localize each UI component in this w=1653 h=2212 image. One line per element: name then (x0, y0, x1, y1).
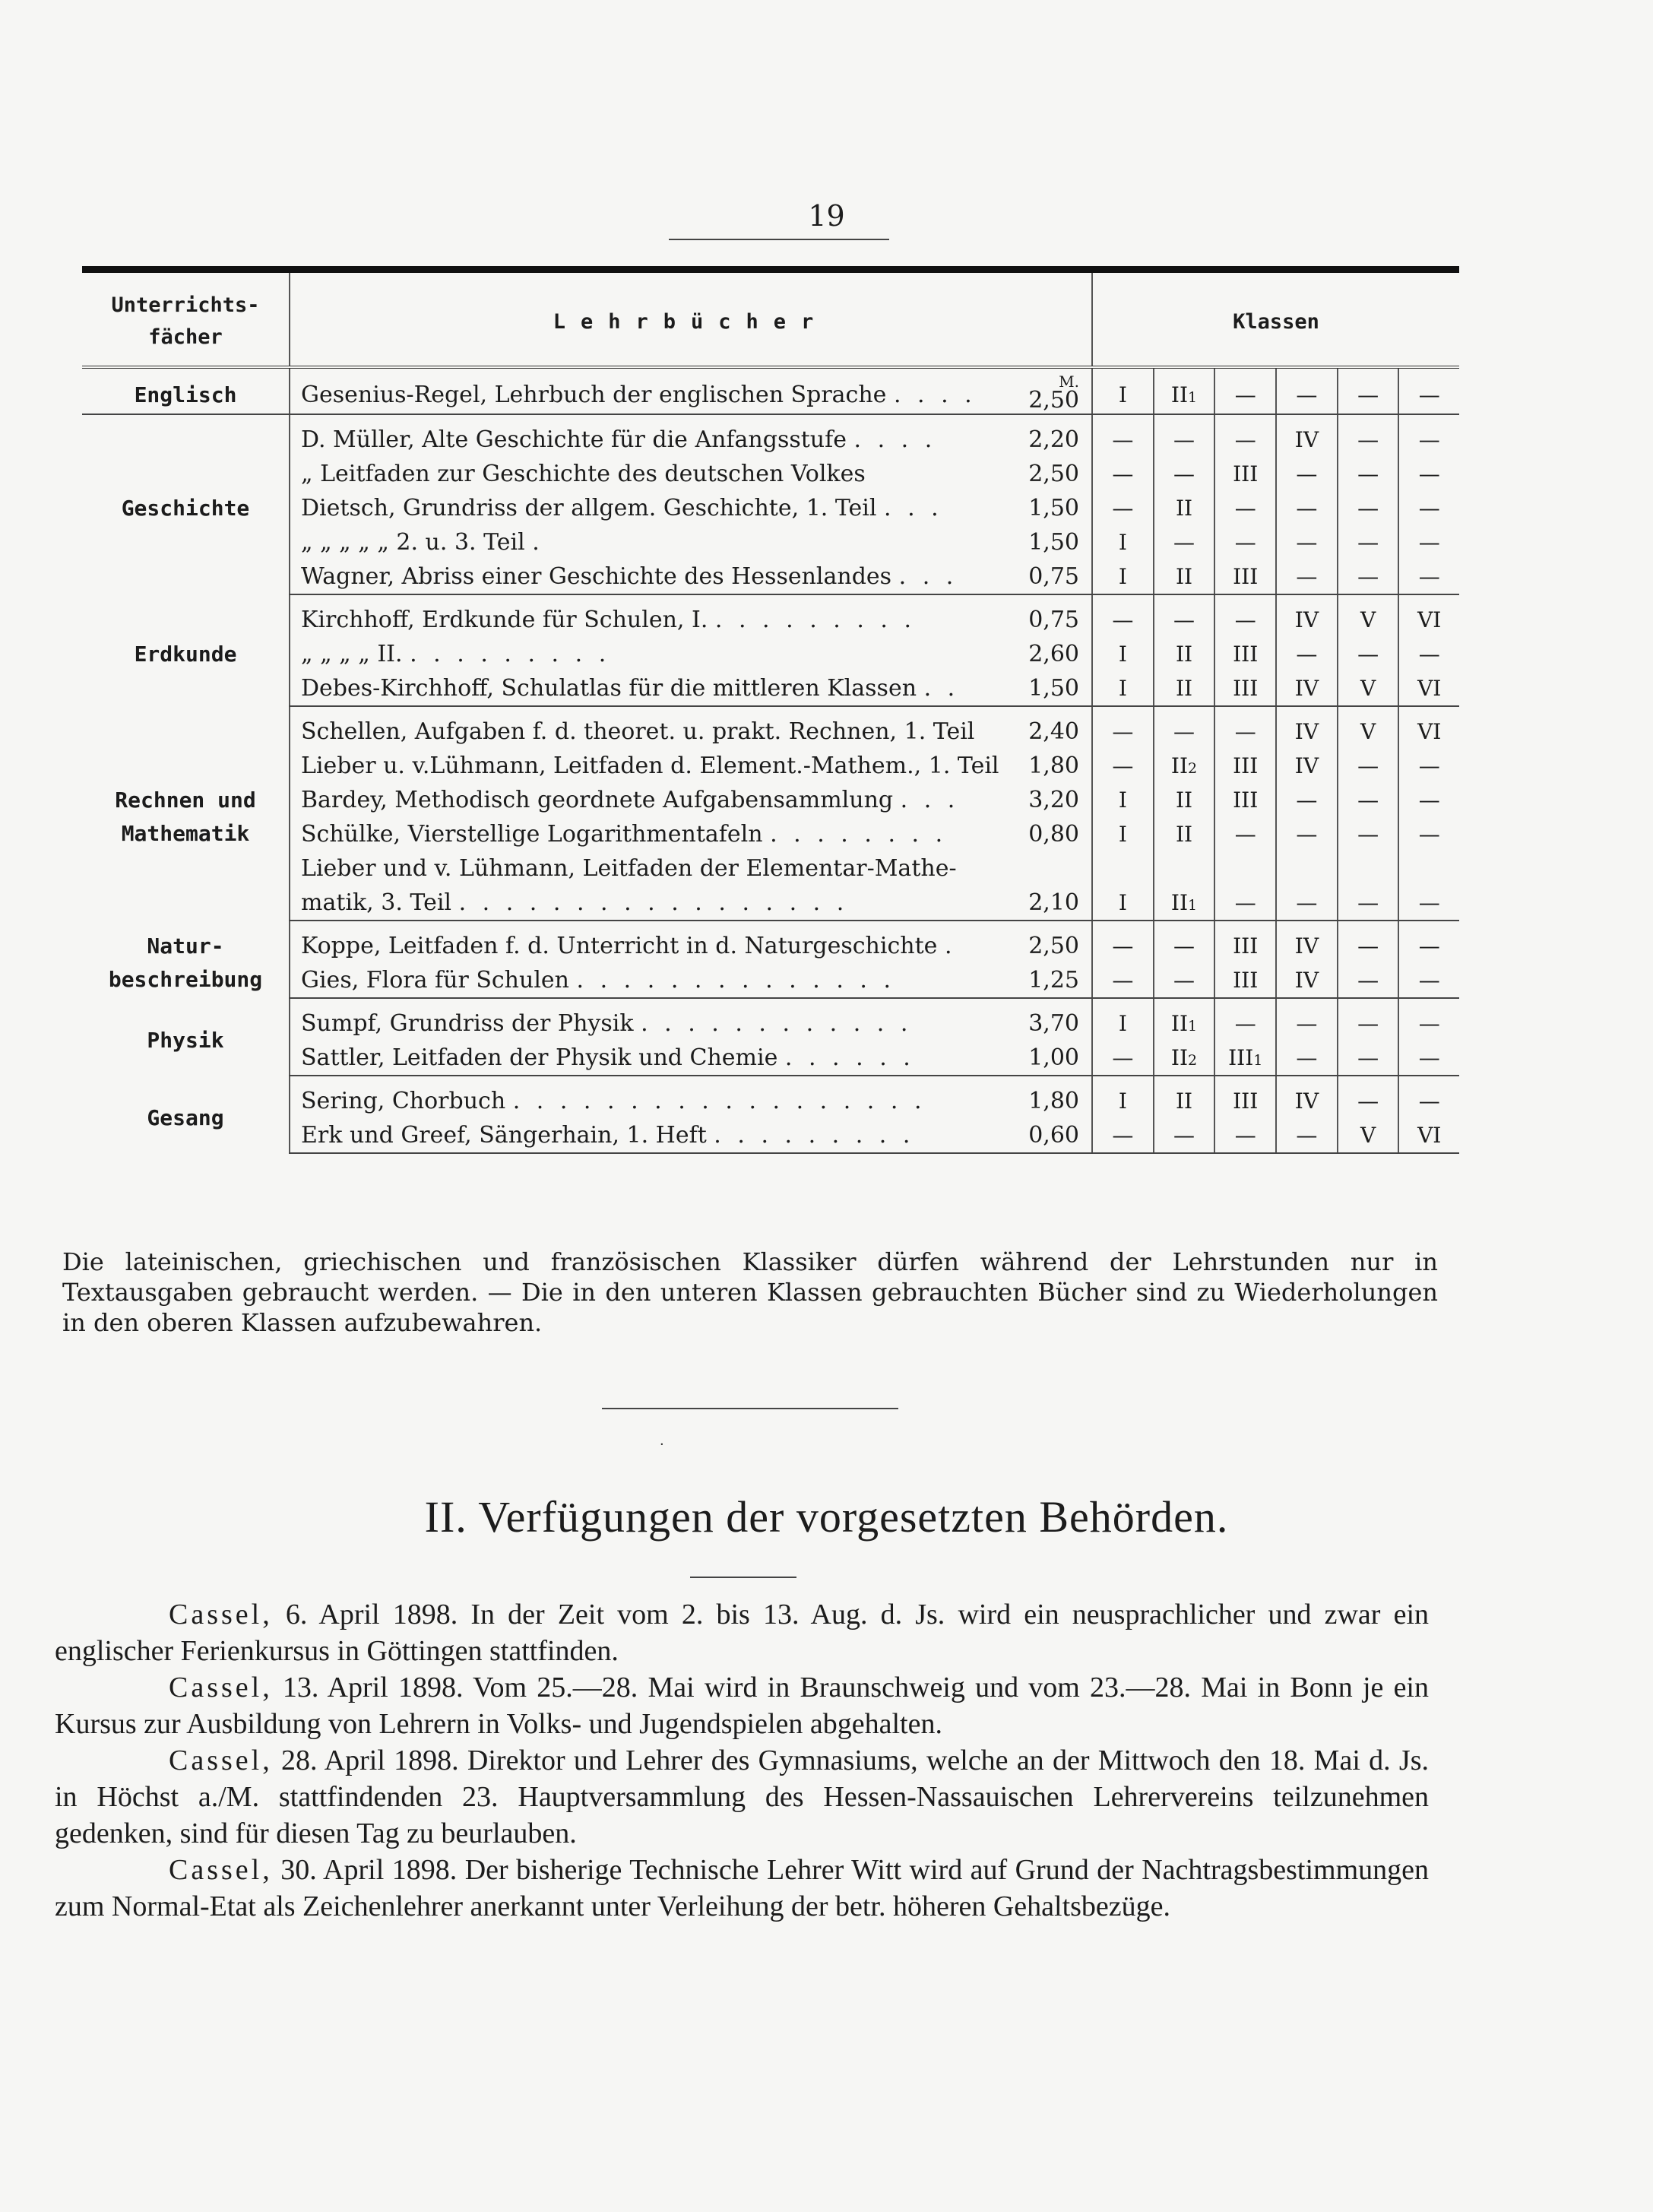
book-title: matik, 3. Teil (301, 889, 452, 916)
class-cell (1398, 851, 1459, 886)
page-number: 19 (808, 199, 845, 233)
header-classes: Klassen (1092, 270, 1459, 368)
subject-cell: Rechnen und Mathematik (115, 788, 256, 846)
price-cell (1006, 525, 1092, 559)
class-cell: VI (1398, 1118, 1459, 1153)
dot-leader: . (532, 529, 544, 556)
class-cell: V (1338, 706, 1399, 749)
price-cell (1006, 998, 1092, 1041)
table-header-row (82, 270, 1459, 368)
class-cell: I (1092, 671, 1154, 706)
book-title: Sattler, Leitfaden der Physik und Chemie (301, 1044, 778, 1071)
class-cell: I (1092, 886, 1154, 921)
dot-leader: . . . (900, 787, 960, 813)
class-cell: — (1214, 525, 1276, 559)
class-cell: V (1338, 594, 1399, 637)
class-cell: — (1398, 491, 1459, 525)
table-row (82, 414, 1459, 457)
class-cell: III (1214, 559, 1276, 594)
book-title-cell (290, 749, 1006, 783)
class-cell: — (1338, 921, 1399, 963)
header-books: Lehrbücher (290, 270, 1092, 368)
dot-leader: . . . . . . (784, 1044, 915, 1071)
class-cell: — (1092, 706, 1154, 749)
class-cell: — (1214, 817, 1276, 851)
class-cell: III (1214, 783, 1276, 817)
notice-text: 6. April 1898. In der Zeit vom 2. bis 13. Aug. d. Js. wird ein neusprachlicher und zwar ein englischer Ferienkursus in Göttingen stattfinden. (55, 1599, 1429, 1667)
class-cell: — (1276, 525, 1338, 559)
subject-cell: Geschichte (121, 496, 250, 521)
class-cell: — (1214, 594, 1276, 637)
class-cell: — (1154, 457, 1215, 491)
dot-leader: . . . . (893, 382, 977, 408)
table-row (82, 594, 1459, 637)
class-cell: — (1398, 559, 1459, 594)
class-cell: — (1398, 963, 1459, 998)
class-cell: — (1092, 921, 1154, 963)
class-cell: — (1276, 491, 1338, 525)
class-cell: — (1276, 637, 1338, 671)
dot-leader: . . . . . . . . . (714, 607, 917, 633)
dot-leader: . . . . (853, 426, 937, 453)
class-cell: — (1338, 367, 1399, 414)
notice-text: 28. April 1898. Direktor und Lehrer des Gymnasiums, welche an der Mittwoch den 18. Mai d. Js. in Höchst a./M. stattfindenden 23. Hauptversammlung des Hessen-Nassauischen Lehrervereins teilzunehmen gedenken, sind für diesen Tag zu beurlauben. (55, 1745, 1430, 1849)
book-title-cell (290, 367, 1006, 414)
price-cell (1006, 817, 1092, 851)
class-cell: — (1398, 1076, 1459, 1118)
book-title-cell (290, 706, 1006, 749)
class-cell: IV (1276, 706, 1338, 749)
textbook-table (82, 266, 1459, 1154)
class-cell: — (1276, 998, 1338, 1041)
class-cell: I (1092, 1076, 1154, 1118)
class-cell: II1 (1154, 998, 1215, 1041)
class-cell: — (1154, 963, 1215, 998)
class-cell: — (1276, 1118, 1338, 1153)
price-value: 0,75 (1028, 563, 1079, 590)
table-row (82, 706, 1459, 749)
class-cell: — (1276, 559, 1338, 594)
section-heading: II. Verfügungen der vorgesetzten Behörden. (424, 1492, 1229, 1542)
price-cell (1006, 457, 1092, 491)
table-row (82, 921, 1459, 963)
price-value: 2,20 (1028, 426, 1079, 453)
class-cell: — (1154, 594, 1215, 637)
class-cell: II (1154, 1076, 1215, 1118)
price-value: 2,60 (1028, 641, 1079, 667)
price-cell (1006, 706, 1092, 749)
class-cell: — (1276, 1041, 1338, 1076)
class-cell: IV (1276, 1076, 1338, 1118)
class-cell: II (1154, 671, 1215, 706)
subject-cell: Natur-beschreibung (108, 933, 263, 992)
table-row (82, 1076, 1459, 1118)
class-cell: — (1092, 1041, 1154, 1076)
class-cell: — (1338, 783, 1399, 817)
book-title: „ „ „ „ II. (301, 641, 403, 667)
class-cell: — (1092, 457, 1154, 491)
notice-place: Cassel, (169, 1854, 273, 1886)
class-cell: — (1338, 998, 1399, 1041)
heading-rule (690, 1577, 796, 1578)
class-cell: — (1214, 886, 1276, 921)
class-cell: III (1214, 749, 1276, 783)
price-cell (1006, 749, 1092, 783)
class-cell: II (1154, 491, 1215, 525)
price-value: 1,80 (1028, 753, 1079, 779)
class-cell: IV (1276, 749, 1338, 783)
separator-rule (602, 1408, 898, 1409)
class-cell: III1 (1214, 1041, 1276, 1076)
price-cell (1006, 1041, 1092, 1076)
book-title-cell (290, 1041, 1006, 1076)
class-cell: — (1154, 525, 1215, 559)
book-title: „ Leitfaden zur Geschichte des deutschen Volkes (301, 461, 866, 487)
class-cell: — (1338, 963, 1399, 998)
book-title: Schellen, Aufgaben f. d. theoret. u. prakt. Rechnen, 1. Teil (301, 718, 975, 745)
price-value: 2,50 (1028, 933, 1079, 959)
book-title-cell (290, 671, 1006, 706)
book-title-cell (290, 1118, 1006, 1153)
class-cell: — (1338, 1041, 1399, 1076)
class-cell: — (1154, 706, 1215, 749)
book-title: Koppe, Leitfaden f. d. Unterricht in d. Naturgeschichte (301, 933, 938, 959)
table-row (82, 367, 1459, 414)
class-cell: — (1214, 414, 1276, 457)
notice-paragraph (55, 1596, 1429, 1669)
class-cell: VI (1398, 594, 1459, 637)
class-cell: I (1092, 559, 1154, 594)
book-title-cell (290, 525, 1006, 559)
price-value: 2,50 (1028, 387, 1079, 414)
price-value: 1,25 (1028, 967, 1079, 993)
book-title-cell (290, 921, 1006, 963)
class-subscript: 1 (1188, 389, 1198, 406)
book-title: Bardey, Methodisch geordnete Aufgabensammlung (301, 787, 894, 813)
class-cell: I (1092, 637, 1154, 671)
class-cell (1338, 851, 1399, 886)
class-cell: — (1214, 706, 1276, 749)
class-cell: — (1338, 886, 1399, 921)
price-value: 1,80 (1028, 1088, 1079, 1114)
book-title-cell (290, 637, 1006, 671)
book-title-cell (290, 457, 1006, 491)
class-cell: II2 (1154, 1041, 1215, 1076)
class-cell: I (1092, 367, 1154, 414)
class-cell: I (1092, 998, 1154, 1041)
book-title-cell (290, 783, 1006, 817)
class-cell: III (1214, 671, 1276, 706)
book-title-cell (290, 851, 1006, 886)
price-value: 0,75 (1028, 607, 1079, 633)
class-cell: II1 (1154, 367, 1215, 414)
class-cell: — (1092, 594, 1154, 637)
class-cell: — (1214, 367, 1276, 414)
class-cell: II (1154, 783, 1215, 817)
book-title-cell (290, 1076, 1006, 1118)
price-cell (1006, 414, 1092, 457)
book-title: Gesenius-Regel, Lehrbuch der englischen Sprache (301, 382, 887, 408)
class-cell: — (1398, 367, 1459, 414)
note-paragraph: Die lateinischen, griechischen und französischen Klassiker dürfen während der Lehrstunden nur in Textausgaben gebraucht werden. — Die in den unteren Klassen gebrauchten Bücher sind zu Wiederholungen in den oberen Klassen aufzubewahren. (62, 1247, 1438, 1337)
book-title-cell (290, 963, 1006, 998)
class-cell: — (1398, 886, 1459, 921)
price-value: 2,40 (1028, 718, 1079, 745)
class-cell: VI (1398, 706, 1459, 749)
price-value: 0,80 (1028, 821, 1079, 848)
class-cell: — (1398, 1041, 1459, 1076)
class-cell: — (1214, 998, 1276, 1041)
class-cell: — (1276, 817, 1338, 851)
class-cell: — (1398, 749, 1459, 783)
class-cell: IV (1276, 671, 1338, 706)
class-cell: — (1398, 921, 1459, 963)
book-title-cell (290, 817, 1006, 851)
book-title: Sering, Chorbuch (301, 1088, 506, 1114)
header-subject: Unterrichts-fächer (82, 270, 290, 368)
dot-leader: . (944, 933, 957, 959)
price-cell (1006, 671, 1092, 706)
book-title: Wagner, Abriss einer Geschichte des Hessenlandes (301, 563, 892, 590)
dot-mark: · (660, 1437, 664, 1453)
class-cell: — (1398, 414, 1459, 457)
book-title-cell (290, 594, 1006, 637)
price-cell (1006, 1118, 1092, 1153)
class-cell (1214, 851, 1276, 886)
class-cell: — (1214, 491, 1276, 525)
table-row (82, 998, 1459, 1041)
class-subscript: 1 (1188, 897, 1198, 914)
dot-leader: . . . . . . . . . . . . . . . . . . (512, 1088, 926, 1114)
class-cell: — (1338, 457, 1399, 491)
class-subscript: 2 (1188, 760, 1198, 777)
class-cell: — (1338, 414, 1399, 457)
price-cell (1006, 851, 1092, 886)
book-title: Sumpf, Grundriss der Physik (301, 1010, 634, 1037)
class-cell: III (1214, 921, 1276, 963)
class-cell: — (1338, 637, 1399, 671)
class-cell: VI (1398, 671, 1459, 706)
class-cell: — (1092, 1118, 1154, 1153)
subject-cell: Physik (147, 1028, 224, 1053)
class-cell: — (1338, 749, 1399, 783)
class-cell: — (1338, 1076, 1399, 1118)
book-title: „ „ „ „ „ 2. u. 3. Teil (301, 529, 525, 556)
class-cell: III (1214, 457, 1276, 491)
class-cell: V (1338, 671, 1399, 706)
price-cell (1006, 367, 1092, 414)
price-value: 2,50 (1028, 461, 1079, 487)
subject-cell: Gesang (147, 1105, 224, 1130)
class-cell: — (1398, 637, 1459, 671)
dot-leader: . . (923, 675, 960, 702)
class-cell: I (1092, 817, 1154, 851)
price-cell (1006, 963, 1092, 998)
notice-paragraph (55, 1742, 1429, 1852)
class-cell: — (1276, 886, 1338, 921)
book-title: Lieber und v. Lühmann, Leitfaden der Elementar-Mathe- (301, 855, 957, 882)
class-cell: — (1338, 525, 1399, 559)
subject-cell: Englisch (82, 367, 290, 414)
class-cell: — (1092, 414, 1154, 457)
price-value: 2,10 (1028, 889, 1079, 916)
class-cell: — (1398, 457, 1459, 491)
class-cell: II2 (1154, 749, 1215, 783)
book-title: Schülke, Vierstellige Logarithmentafeln (301, 821, 763, 848)
class-cell: — (1092, 491, 1154, 525)
book-title: Dietsch, Grundriss der allgem. Geschichte, 1. Teil (301, 495, 877, 521)
notice-place: Cassel, (169, 1599, 273, 1630)
price-value: 1,00 (1028, 1044, 1079, 1071)
class-cell: III (1214, 1076, 1276, 1118)
subject-cell: Erdkunde (134, 641, 237, 667)
price-value: 3,20 (1028, 787, 1079, 813)
dot-leader: . . . . . . . . . . . . . . (576, 967, 896, 993)
class-cell: IV (1276, 963, 1338, 998)
price-cell (1006, 559, 1092, 594)
notice-text: 13. April 1898. Vom 25.—28. Mai wird in Braunschweig und vom 23.—28. Mai in Bonn je ein Kursus zur Ausbildung von Lehrern in Volks- und Jugendspielen abgehalten. (55, 1672, 1429, 1740)
price-cell (1006, 491, 1092, 525)
class-cell: — (1398, 783, 1459, 817)
notice-paragraph (55, 1669, 1429, 1742)
class-cell: II (1154, 817, 1215, 851)
book-title: Kirchhoff, Erdkunde für Schulen, I. (301, 607, 708, 633)
book-title: Gies, Flora für Schulen (301, 967, 569, 993)
price-value: 1,50 (1028, 529, 1079, 556)
book-title-cell (290, 886, 1006, 921)
class-cell: IV (1276, 414, 1338, 457)
notice-paragraph (55, 1852, 1429, 1925)
price-cell (1006, 637, 1092, 671)
notice-text: 30. April 1898. Der bisherige Technische Lehrer Witt wird auf Grund der Nachtragsbestimmungen zum Normal-Etat als Zeichenlehrer anerkannt unter Verleihung der betr. höheren Gehaltsbezüge. (55, 1854, 1430, 1922)
class-cell: — (1338, 559, 1399, 594)
price-value: 0,60 (1028, 1122, 1079, 1149)
price-cell (1006, 921, 1092, 963)
class-subscript: 1 (1188, 1018, 1198, 1035)
book-title: Erk und Greef, Sängerhain, 1. Heft (301, 1122, 707, 1149)
class-cell: — (1276, 783, 1338, 817)
class-cell: — (1398, 817, 1459, 851)
price-value: 1,50 (1028, 495, 1079, 521)
class-cell: II (1154, 637, 1215, 671)
class-cell: IV (1276, 594, 1338, 637)
class-cell: — (1276, 367, 1338, 414)
class-cell (1276, 851, 1338, 886)
class-cell: — (1092, 963, 1154, 998)
dot-leader: . . . (884, 495, 943, 521)
notices-list (55, 1596, 1429, 1925)
book-title-cell (290, 559, 1006, 594)
class-cell: — (1154, 414, 1215, 457)
book-title: Lieber u. v.Lühmann, Leitfaden d. Element.-Mathem., 1. Teil (301, 753, 999, 779)
book-title-cell (290, 998, 1006, 1041)
class-cell: — (1214, 1118, 1276, 1153)
book-title-cell (290, 491, 1006, 525)
notice-place: Cassel, (169, 1745, 273, 1776)
class-cell: — (1154, 1118, 1215, 1153)
class-cell (1092, 851, 1154, 886)
price-cell (1006, 886, 1092, 921)
class-cell: III (1214, 637, 1276, 671)
price-value: 1,50 (1028, 675, 1079, 702)
class-cell: — (1276, 457, 1338, 491)
price-cell (1006, 594, 1092, 637)
class-cell: IV (1276, 921, 1338, 963)
price-cell (1006, 1076, 1092, 1118)
class-cell: — (1338, 817, 1399, 851)
class-cell: I (1092, 525, 1154, 559)
class-subscript: 2 (1188, 1052, 1198, 1069)
class-cell: II (1154, 559, 1215, 594)
class-cell: II1 (1154, 886, 1215, 921)
class-cell: V (1338, 1118, 1399, 1153)
dot-leader: . . . . . . . . . (714, 1122, 915, 1149)
page-number-rule (669, 239, 889, 240)
class-cell: — (1092, 749, 1154, 783)
class-cell (1154, 851, 1215, 886)
price-cell (1006, 783, 1092, 817)
class-cell: — (1398, 525, 1459, 559)
dot-leader: . . . . . . . . . (410, 641, 611, 667)
book-title: Debes-Kirchhoff, Schulatlas für die mittleren Klassen (301, 675, 917, 702)
notice-place: Cassel, (169, 1672, 273, 1703)
dot-leader: . . . . . . . . (770, 821, 948, 848)
class-cell: — (1154, 921, 1215, 963)
dot-leader: . . . . . . . . . . . . (641, 1010, 913, 1037)
book-title: D. Müller, Alte Geschichte für die Anfangsstufe (301, 426, 847, 453)
class-subscript: 1 (1253, 1052, 1263, 1069)
class-cell: — (1338, 491, 1399, 525)
currency-mark: M. (1059, 372, 1079, 391)
dot-leader: . . . (898, 563, 958, 590)
table-body (82, 367, 1459, 1153)
price-value: 3,70 (1028, 1010, 1079, 1037)
dot-leader: . . . . . . . . . . . . . . . . . (458, 889, 849, 916)
class-cell: — (1398, 998, 1459, 1041)
class-cell: III (1214, 963, 1276, 998)
class-cell: I (1092, 783, 1154, 817)
book-title-cell (290, 414, 1006, 457)
